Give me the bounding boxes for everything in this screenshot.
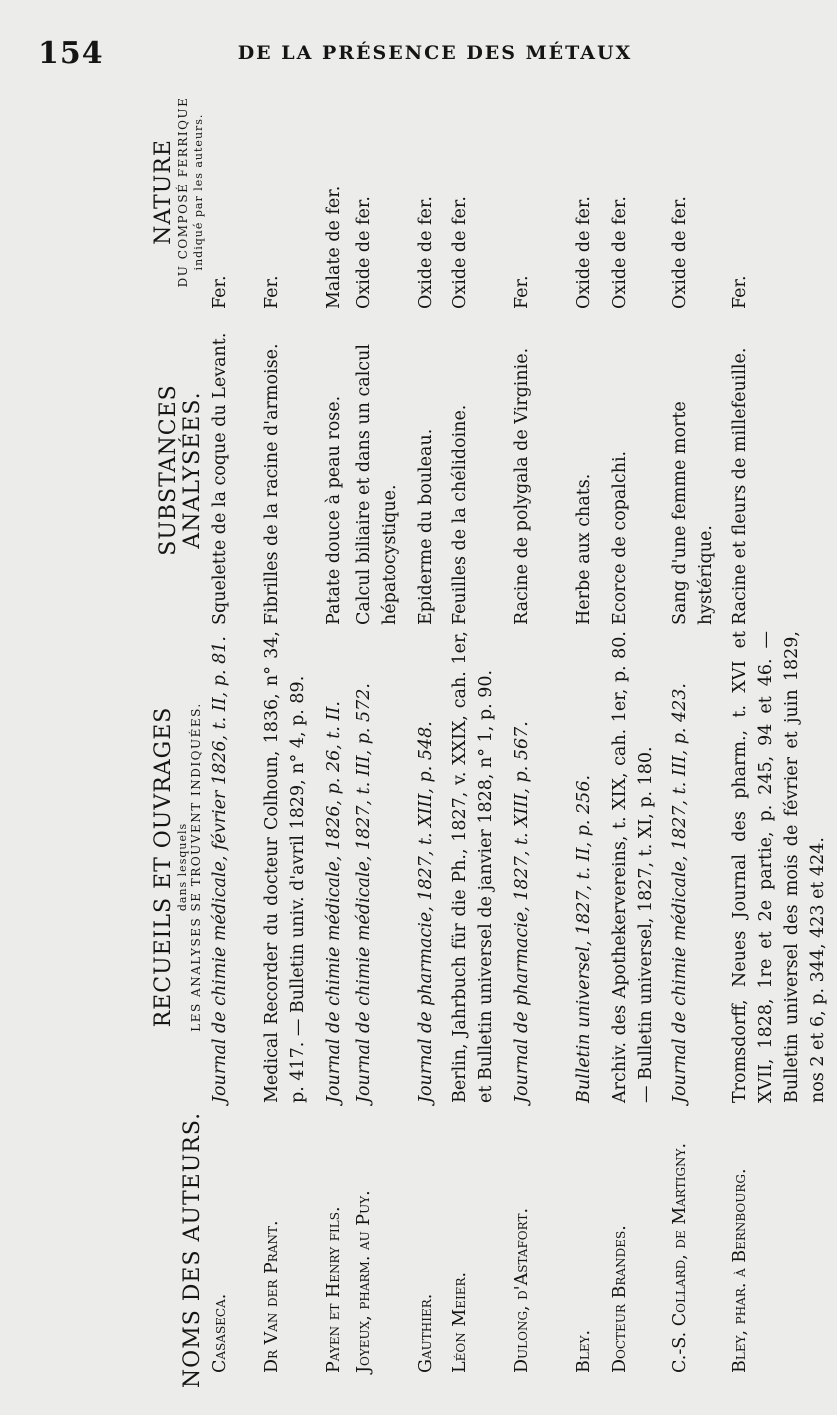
table-body: [207, 75, 837, 1395]
reference-cell: Bulletin universel, 1827, t. II, p. 256.: [574, 774, 594, 1103]
author-cell: Joyeux, pharm. au Puy.: [354, 1190, 374, 1373]
table-row: [607, 75, 667, 1395]
nature-caps: DU COMPOSÉ FERRIQUE: [176, 96, 191, 288]
author-cell: Casaseca.: [210, 1293, 230, 1373]
nature-subheading: indiqué par les auteurs.: [191, 113, 205, 271]
substance-cell: Epiderme du bouleau.: [416, 428, 436, 625]
substance-cell: Racine et fleurs de millefeuille.: [730, 347, 750, 625]
reference-cell: Journal de chimie médicale, 1827, t. III, p. 572.: [354, 683, 374, 1103]
column-header-nature: [55, 75, 205, 309]
table-row: [571, 75, 607, 1395]
substance-cell: Feuilles de la chélidoine.: [450, 404, 470, 625]
reference-cell: Berlin, Jahrbuch für die Ph., 1827, v. XXIX, cah. 1er, et Bulletin universel de janvier 1828, n° 1, p. 90.: [450, 631, 496, 1103]
table-row: [413, 75, 447, 1395]
author-cell: Bley.: [574, 1329, 594, 1373]
reference-cell: Tromsdorff, Neues Journal des pharm., t. XVI et XVII, 1828, 1re et 2e partie, p. 245, 94 et 46. — Bulletin universel des mois de février et juin 1829, nos 2 et 6, p. 344, 423 et 424.: [730, 631, 828, 1103]
substance-cell: Herbe aux chats.: [574, 473, 594, 625]
reference-cell: Archiv. des Apothekervereins, t. XIX, cah. 1er, p. 80. — Bulletin universel, 1827, t. XI, p. 180.: [610, 631, 656, 1103]
reference-cell: Journal de pharmacie, 1827, t. XIII, p. 567.: [512, 721, 532, 1103]
author-cell: Dulong, d'Astafort.: [512, 1207, 532, 1373]
author-cell: C.-S. Collard, de Martigny.: [670, 1142, 690, 1373]
author-cell: Payen et Henry fils.: [324, 1206, 344, 1373]
nature-cell: Malate de fer.: [324, 185, 344, 309]
author-cell: Docteur Brandes.: [610, 1225, 630, 1373]
author-cell: Bley, phar. à Bernbourg.: [730, 1168, 750, 1373]
reference-cell: Journal de chimie médicale, 1826, p. 26, t. II.: [324, 701, 344, 1103]
nature-cell: Oxide de fer.: [354, 196, 374, 309]
reference-cell: Journal de chimie médicale, 1827, t. III, p. 423.: [670, 683, 690, 1103]
nature-cell: Fer.: [512, 275, 532, 309]
author-cell: Dr Van der Prant.: [262, 1220, 282, 1373]
page-header: [0, 0, 800, 70]
references-subheading: dans lesquels: [176, 822, 190, 912]
references-caps: LES ANALYSES SE TROUVENT INDIQUÉES.: [189, 702, 204, 1032]
rotated-table: [55, 75, 828, 1395]
table-row: [447, 75, 509, 1395]
column-header-references: [55, 631, 205, 1103]
substance-cell: Fibrilles de la racine d'armoise.: [262, 343, 282, 625]
table-row: [667, 75, 727, 1395]
nature-cell: Oxide de fer.: [416, 196, 436, 309]
reference-cell: Journal de chimie médicale, février 1826, t. II, p. 81.: [210, 636, 230, 1103]
nature-cell: Oxide de fer.: [610, 196, 630, 309]
table-row: [259, 75, 321, 1395]
nature-cell: Oxide de fer.: [574, 196, 594, 309]
nature-cell: Fer.: [262, 275, 282, 309]
substance-cell: Ecorce de copalchi.: [610, 450, 630, 625]
nature-cell: Fer.: [730, 275, 750, 309]
substance-cell: Sang d'une femme morte hystérique.: [670, 401, 716, 625]
nature-cell: Oxide de fer.: [670, 196, 690, 309]
running-title: DE LA PRÉSENCE DES MÉTAUX: [237, 42, 633, 64]
table-row: [321, 75, 351, 1395]
reference-cell: Journal de pharmacie, 1827, t. XIII, p. 548.: [416, 721, 436, 1103]
nature-heading: NATURE: [151, 139, 177, 245]
page-number: 154: [38, 36, 104, 71]
author-cell: Léon Meier.: [450, 1271, 470, 1373]
substance-cell: Patate douce à peau rose.: [324, 395, 344, 625]
authors-heading: NOMS DES AUTEURS.: [179, 1111, 205, 1389]
substance-cell: Squelette de la coque du Levant.: [210, 332, 230, 625]
column-header-substances: [55, 315, 205, 625]
substances-heading: SUBSTANCES ANALYSÉES.: [155, 384, 205, 556]
reference-cell: Medical Recorder du docteur Colhoun, 1836, n° 34, p. 417. — Bulletin univ. d'avril 1829, n° 4, p. 89.: [262, 631, 308, 1103]
table-row: [509, 75, 571, 1395]
column-header-authors: [55, 1105, 205, 1395]
substance-cell: Racine de polygala de Virginie.: [512, 347, 532, 625]
table-row: [351, 75, 413, 1395]
nature-cell: Fer.: [210, 275, 230, 309]
table-row: [727, 75, 837, 1395]
references-heading: RECUEILS ET OUVRAGES: [151, 706, 177, 1028]
nature-cell: Oxide de fer.: [450, 196, 470, 309]
substance-cell: Calcul biliaire et dans un calcul hépatocystique.: [354, 344, 400, 625]
table-row: [207, 75, 259, 1395]
author-cell: Gauthier.: [416, 1293, 436, 1373]
